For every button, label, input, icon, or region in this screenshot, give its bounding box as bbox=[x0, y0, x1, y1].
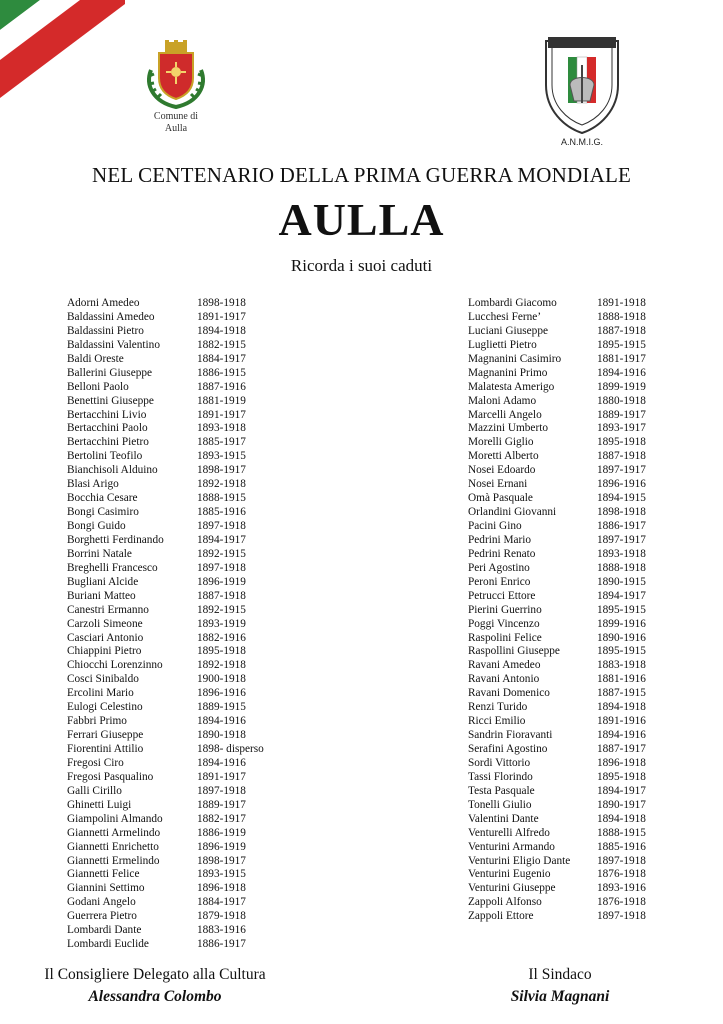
fallen-years: 1885-1916 bbox=[197, 506, 246, 519]
list-item bbox=[468, 422, 646, 436]
fallen-years: 1895-1918 bbox=[597, 770, 646, 783]
fallen-name: Renzi Turido bbox=[468, 701, 528, 714]
fallen-years: 1894-1917 bbox=[597, 589, 646, 602]
fallen-name: Venturelli Alfredo bbox=[468, 826, 550, 839]
list-item bbox=[468, 771, 646, 785]
fallen-name: Testa Pasquale bbox=[468, 784, 535, 797]
list-item bbox=[67, 771, 264, 785]
fallen-years: 1898-1918 bbox=[597, 506, 646, 519]
fallen-name: Nosei Ernani bbox=[468, 478, 528, 491]
fallen-years: 1890-1916 bbox=[597, 631, 646, 644]
fallen-name: Omà Pasquale bbox=[468, 492, 533, 505]
fallen-years: 1896-1916 bbox=[197, 687, 246, 700]
fallen-years: 1888-1915 bbox=[597, 826, 646, 839]
list-item bbox=[67, 409, 264, 423]
fallen-years: 1896-1919 bbox=[197, 575, 246, 588]
fallen-years: 1882-1915 bbox=[197, 338, 246, 351]
fallen-years: 1895-1915 bbox=[597, 338, 646, 351]
fallen-years: 1881-1917 bbox=[597, 352, 646, 365]
list-item bbox=[67, 492, 264, 506]
list-item bbox=[468, 604, 646, 618]
fallen-name: Casciari Antonio bbox=[67, 631, 144, 644]
fallen-name: Morelli Giglio bbox=[468, 436, 534, 449]
fallen-name: Venturini Armando bbox=[468, 840, 555, 853]
fallen-years: 1885-1917 bbox=[197, 436, 246, 449]
list-item bbox=[67, 855, 264, 869]
list-item bbox=[67, 353, 264, 367]
fallen-name: Ravani Domenico bbox=[468, 687, 550, 700]
fallen-years: 1894-1918 bbox=[597, 701, 646, 714]
fallen-years: 1893-1915 bbox=[197, 868, 246, 881]
fallen-name: Poggi Vincenzo bbox=[468, 617, 540, 630]
fallen-name: Fabbri Primo bbox=[67, 715, 127, 728]
list-item bbox=[67, 841, 264, 855]
italian-flag-corner bbox=[0, 0, 125, 100]
fallen-years: 1887-1917 bbox=[597, 743, 646, 755]
fallen-name: Orlandini Giovanni bbox=[468, 506, 557, 519]
fallen-name: Moretti Alberto bbox=[468, 450, 539, 463]
list-item bbox=[468, 339, 646, 353]
fallen-years: 1895-1918 bbox=[197, 645, 246, 658]
list-item bbox=[468, 743, 646, 757]
fallen-name: Sordi Vittorio bbox=[468, 756, 531, 769]
fallen-years: 1879-1918 bbox=[197, 910, 246, 923]
fallen-years: 1894-1916 bbox=[197, 715, 246, 728]
list-item bbox=[468, 395, 646, 409]
fallen-name: Pedrini Mario bbox=[468, 533, 532, 546]
fallen-years: 1897-1918 bbox=[197, 561, 246, 574]
fallen-years: 1888-1918 bbox=[597, 310, 646, 323]
fallen-name: Cosci Sinibaldo bbox=[67, 673, 139, 686]
list-item bbox=[67, 743, 264, 757]
list-item bbox=[67, 715, 264, 729]
fallen-name: Petrucci Ettore bbox=[468, 589, 536, 602]
fallen-name: Maloni Adamo bbox=[468, 394, 537, 407]
list-item bbox=[468, 855, 646, 869]
fallen-name: Giampolini Almando bbox=[67, 812, 163, 825]
fallen-name: Pacini Gino bbox=[468, 520, 522, 532]
signature-left-role: Il Consigliere Delegato alla Cultura bbox=[44, 966, 266, 983]
list-item bbox=[67, 673, 264, 687]
fallen-name: Eulogi Celestino bbox=[67, 701, 143, 714]
fallen-name: Bianchisoli Alduino bbox=[67, 464, 158, 477]
fallen-name: Zappoli Ettore bbox=[468, 910, 534, 923]
fallen-name: Bugliani Alcide bbox=[67, 575, 139, 588]
fallen-years: 1893-1919 bbox=[197, 617, 246, 630]
fallen-name: Borghetti Ferdinando bbox=[67, 533, 164, 546]
fallen-years: 1888-1915 bbox=[197, 492, 246, 505]
list-item bbox=[67, 799, 264, 813]
fallen-years: 1882-1916 bbox=[197, 631, 246, 644]
fallen-years: 1891-1917 bbox=[197, 770, 246, 783]
list-item bbox=[67, 506, 264, 520]
fallen-name: Ravani Antonio bbox=[468, 673, 540, 686]
list-item bbox=[67, 604, 264, 618]
list-item bbox=[468, 687, 646, 701]
comune-label bbox=[140, 111, 212, 135]
list-item bbox=[468, 868, 646, 882]
fallen-name: Bongi Casimiro bbox=[67, 506, 139, 519]
list-item bbox=[468, 478, 646, 492]
fallen-years: 1897-1917 bbox=[597, 533, 646, 546]
fallen-years: 1886-1917 bbox=[197, 938, 246, 951]
list-item bbox=[468, 785, 646, 799]
list-item bbox=[468, 645, 646, 659]
list-item bbox=[468, 506, 646, 520]
list-item bbox=[468, 701, 646, 715]
fallen-name: Bertacchini Paolo bbox=[67, 422, 148, 435]
fallen-name: Bongi Guido bbox=[67, 520, 126, 532]
list-item bbox=[468, 325, 646, 339]
fallen-years: 1893-1915 bbox=[197, 450, 246, 463]
fallen-name: Venturini Eligio Dante bbox=[468, 854, 571, 867]
fallen-name: Nosei Edoardo bbox=[468, 464, 536, 477]
fallen-years: 1880-1918 bbox=[597, 394, 646, 407]
list-item bbox=[468, 673, 646, 687]
list-item bbox=[67, 910, 264, 924]
fallen-name: Giannetti Ermelindo bbox=[67, 854, 160, 867]
fallen-name: Baldassini Valentino bbox=[67, 338, 160, 351]
fallen-name: Benettini Giuseppe bbox=[67, 394, 154, 407]
list-item bbox=[67, 785, 264, 799]
fallen-years: 1886-1915 bbox=[197, 366, 246, 379]
fallen-years: 1891-1916 bbox=[597, 715, 646, 728]
fallen-name: Giannetti Enrichetto bbox=[67, 840, 159, 853]
fallen-name: Ballerini Giuseppe bbox=[67, 366, 153, 379]
fallen-name: Luciani Giuseppe bbox=[468, 324, 548, 337]
fallen-years: 1889-1915 bbox=[197, 701, 246, 714]
list-item bbox=[67, 938, 264, 952]
fallen-years: 1896-1916 bbox=[597, 478, 646, 491]
list-item bbox=[67, 464, 264, 478]
fallen-years: 1876-1918 bbox=[597, 896, 646, 909]
fallen-name: Baldi Oreste bbox=[67, 352, 124, 365]
list-item bbox=[67, 325, 264, 339]
list-item bbox=[67, 381, 264, 395]
fallen-years: 1895-1918 bbox=[597, 436, 646, 449]
fallen-name: Borrini Natale bbox=[67, 547, 132, 560]
list-item bbox=[67, 548, 264, 562]
list-item bbox=[67, 618, 264, 632]
fallen-years: 1883-1918 bbox=[597, 659, 646, 672]
comune-label-line1: Comune di bbox=[153, 111, 199, 122]
list-item bbox=[468, 632, 646, 646]
list-item bbox=[67, 450, 264, 464]
fallen-name: Fregosi Pasqualino bbox=[67, 770, 154, 783]
fallen-name: Peri Agostino bbox=[468, 561, 530, 574]
list-item bbox=[468, 841, 646, 855]
list-item bbox=[468, 409, 646, 423]
fallen-years: 1881-1916 bbox=[597, 673, 646, 686]
fallen-name: Ercolini Mario bbox=[67, 687, 134, 700]
fallen-name: Magnanini Casimiro bbox=[468, 352, 562, 365]
fallen-name: Sandrin Fioravanti bbox=[468, 729, 553, 742]
fallen-list-right bbox=[468, 297, 646, 924]
fallen-years: 1887-1918 bbox=[597, 450, 646, 463]
fallen-name: Ricci Emilio bbox=[468, 715, 526, 728]
fallen-name: Raspolini Felice bbox=[468, 631, 542, 644]
list-item bbox=[67, 311, 264, 325]
fallen-years: 1890-1918 bbox=[197, 729, 246, 742]
fallen-years: 1900-1918 bbox=[197, 673, 246, 686]
list-item bbox=[67, 520, 264, 534]
list-item bbox=[67, 576, 264, 590]
fallen-years: 1899-1919 bbox=[597, 380, 646, 393]
fallen-years: 1882-1917 bbox=[197, 812, 246, 825]
fallen-name: Carzoli Simeone bbox=[67, 617, 143, 630]
fallen-name: Ferrari Giuseppe bbox=[67, 729, 144, 742]
fallen-name: Bertacchini Livio bbox=[67, 408, 147, 421]
fallen-name: Bocchia Cesare bbox=[67, 492, 138, 505]
fallen-years: 1895-1915 bbox=[597, 603, 646, 616]
fallen-name: Guerrera Pietro bbox=[67, 910, 137, 923]
fallen-name: Buriani Matteo bbox=[67, 589, 136, 602]
signature-right bbox=[495, 964, 625, 1008]
fallen-name: Lombardi Euclide bbox=[67, 938, 149, 951]
fallen-name: Tonelli Giulio bbox=[468, 798, 532, 811]
list-item bbox=[468, 896, 646, 910]
fallen-years: 1893-1918 bbox=[597, 547, 646, 560]
fallen-name: Chiappini Pietro bbox=[67, 645, 142, 658]
list-item bbox=[468, 729, 646, 743]
fallen-years: 1898- disperso bbox=[197, 743, 264, 755]
list-item bbox=[67, 367, 264, 381]
fallen-name: Bertacchini Pietro bbox=[67, 436, 149, 449]
fallen-years: 1896-1918 bbox=[597, 756, 646, 769]
fallen-years: 1893-1917 bbox=[597, 422, 646, 435]
fallen-name: Ghinetti Luigi bbox=[67, 798, 132, 811]
fallen-name: Malatesta Amerigo bbox=[468, 380, 555, 393]
fallen-years: 1892-1918 bbox=[197, 478, 246, 491]
fallen-years: 1893-1918 bbox=[197, 422, 246, 435]
fallen-years: 1886-1917 bbox=[597, 520, 646, 532]
fallen-years: 1894-1917 bbox=[197, 533, 246, 546]
fallen-years: 1887-1916 bbox=[197, 380, 246, 393]
fallen-years: 1897-1918 bbox=[597, 854, 646, 867]
anmig-emblem-icon bbox=[540, 35, 624, 135]
list-item bbox=[67, 868, 264, 882]
fallen-name: Galli Cirillo bbox=[67, 784, 122, 797]
fallen-years: 1887-1918 bbox=[597, 324, 646, 337]
fallen-years: 1892-1915 bbox=[197, 603, 246, 616]
anmig-label: A.N.M.I.G. bbox=[560, 137, 603, 147]
list-item bbox=[468, 757, 646, 771]
fallen-name: Chiocchi Lorenzinno bbox=[67, 659, 163, 672]
fallen-years: 1892-1915 bbox=[197, 547, 246, 560]
list-item bbox=[67, 701, 264, 715]
fallen-name: Pierini Guerrino bbox=[468, 603, 542, 616]
fallen-years: 1894-1918 bbox=[597, 812, 646, 825]
fallen-name: Magnanini Primo bbox=[468, 366, 548, 379]
list-item bbox=[468, 520, 646, 534]
list-item bbox=[468, 353, 646, 367]
fallen-name: Lombardi Giacomo bbox=[468, 297, 557, 309]
fallen-years: 1898-1917 bbox=[197, 854, 246, 867]
fallen-name: Lombardi Dante bbox=[67, 924, 142, 937]
list-item bbox=[468, 548, 646, 562]
fallen-name: Tassi Florindo bbox=[468, 770, 533, 783]
fallen-years: 1876-1918 bbox=[597, 868, 646, 881]
fallen-years: 1897-1918 bbox=[197, 784, 246, 797]
fallen-years: 1897-1918 bbox=[597, 910, 646, 923]
list-item bbox=[468, 590, 646, 604]
list-item bbox=[67, 687, 264, 701]
fallen-list-left bbox=[67, 297, 264, 952]
fallen-name: Venturini Giuseppe bbox=[468, 882, 556, 895]
fallen-years: 1892-1918 bbox=[197, 659, 246, 672]
fallen-years: 1894-1917 bbox=[597, 784, 646, 797]
fallen-name: Blasi Arigo bbox=[67, 478, 119, 491]
fallen-years: 1894-1918 bbox=[197, 324, 246, 337]
list-item bbox=[67, 534, 264, 548]
fallen-name: Breghelli Francesco bbox=[67, 561, 158, 574]
list-item bbox=[67, 590, 264, 604]
list-item bbox=[67, 562, 264, 576]
fallen-years: 1891-1917 bbox=[197, 408, 246, 421]
fallen-years: 1899-1916 bbox=[597, 617, 646, 630]
fallen-years: 1894-1916 bbox=[597, 729, 646, 742]
fallen-name: Ravani Amedeo bbox=[468, 659, 541, 672]
list-item bbox=[468, 659, 646, 673]
fallen-name: Raspollini Giuseppe bbox=[468, 645, 560, 658]
fallen-years: 1887-1915 bbox=[597, 687, 646, 700]
list-item bbox=[468, 381, 646, 395]
signature-right-name: Silvia Magnani bbox=[510, 988, 610, 1005]
fallen-years: 1894-1916 bbox=[597, 366, 646, 379]
fallen-years: 1883-1916 bbox=[197, 924, 246, 937]
fallen-years: 1897-1917 bbox=[597, 464, 646, 477]
fallen-name: Venturini Eugenio bbox=[468, 868, 551, 881]
fallen-name: Pedrini Renato bbox=[468, 547, 536, 560]
list-item bbox=[67, 924, 264, 938]
fallen-years: 1893-1916 bbox=[597, 882, 646, 895]
page-title: AULLA bbox=[278, 194, 445, 245]
fallen-name: Luglietti Pietro bbox=[468, 338, 537, 351]
list-item bbox=[468, 910, 646, 924]
list-item bbox=[468, 367, 646, 381]
list-item bbox=[468, 618, 646, 632]
list-item bbox=[67, 882, 264, 896]
fallen-years: 1886-1919 bbox=[197, 826, 246, 839]
fallen-years: 1888-1918 bbox=[597, 561, 646, 574]
list-item bbox=[468, 813, 646, 827]
fallen-years: 1889-1917 bbox=[597, 408, 646, 421]
fallen-name: Adorni Amedeo bbox=[67, 297, 140, 309]
fallen-name: Valentini Dante bbox=[468, 812, 539, 825]
signature-right-role: Il Sindaco bbox=[528, 966, 592, 983]
fallen-name: Peroni Enrico bbox=[468, 575, 531, 588]
fallen-years: 1898-1918 bbox=[197, 297, 246, 309]
comune-crest-icon bbox=[143, 40, 209, 110]
list-item bbox=[468, 882, 646, 896]
page-subheading: NEL CENTENARIO DELLA PRIMA GUERRA MONDIALE bbox=[91, 163, 632, 187]
fallen-name: Marcelli Angelo bbox=[468, 408, 542, 421]
fallen-name: Lucchesi Ferne’ bbox=[468, 310, 542, 323]
fallen-years: 1881-1919 bbox=[197, 394, 246, 407]
fallen-years: 1894-1915 bbox=[597, 492, 646, 505]
list-item bbox=[67, 436, 264, 450]
list-item bbox=[468, 436, 646, 450]
list-item bbox=[67, 632, 264, 646]
list-item bbox=[468, 715, 646, 729]
fallen-years: 1889-1917 bbox=[197, 798, 246, 811]
list-item bbox=[67, 422, 264, 436]
fallen-name: Bertolini Teofilo bbox=[67, 450, 143, 463]
fallen-years: 1884-1917 bbox=[197, 896, 246, 909]
fallen-years: 1884-1917 bbox=[197, 352, 246, 365]
list-item bbox=[468, 464, 646, 478]
fallen-years: 1897-1918 bbox=[197, 520, 246, 532]
list-item bbox=[67, 813, 264, 827]
fallen-years: 1887-1918 bbox=[197, 589, 246, 602]
list-item bbox=[468, 311, 646, 325]
page-tagline: Ricorda i suoi caduti bbox=[290, 256, 433, 275]
fallen-name: Giannini Settimo bbox=[67, 882, 145, 895]
signature-left bbox=[35, 964, 275, 1008]
list-item bbox=[67, 339, 264, 353]
fallen-name: Fiorentini Attilio bbox=[67, 743, 144, 755]
fallen-name: Zappoli Alfonso bbox=[468, 896, 542, 909]
list-item bbox=[67, 297, 264, 311]
list-item bbox=[67, 395, 264, 409]
list-item bbox=[468, 450, 646, 464]
fallen-name: Baldassini Pietro bbox=[67, 324, 144, 337]
list-item bbox=[67, 757, 264, 771]
fallen-years: 1895-1915 bbox=[597, 645, 646, 658]
list-item bbox=[468, 492, 646, 506]
list-item bbox=[67, 659, 264, 673]
list-item bbox=[468, 562, 646, 576]
signature-left-name: Alessandra Colombo bbox=[88, 988, 222, 1005]
fallen-years: 1891-1918 bbox=[597, 297, 646, 309]
list-item bbox=[67, 645, 264, 659]
fallen-name: Giannetti Felice bbox=[67, 868, 140, 881]
list-item bbox=[468, 576, 646, 590]
fallen-years: 1896-1919 bbox=[197, 840, 246, 853]
fallen-years: 1890-1917 bbox=[597, 798, 646, 811]
comune-label-line2: Aulla bbox=[164, 123, 188, 134]
fallen-name: Serafini Agostino bbox=[468, 743, 548, 755]
fallen-years: 1890-1915 bbox=[597, 575, 646, 588]
fallen-name: Mazzini Umberto bbox=[468, 422, 548, 435]
fallen-years: 1885-1916 bbox=[597, 840, 646, 853]
fallen-name: Giannetti Armelindo bbox=[67, 826, 161, 839]
fallen-name: Belloni Paolo bbox=[67, 380, 129, 393]
list-item bbox=[67, 896, 264, 910]
fallen-years: 1894-1916 bbox=[197, 756, 246, 769]
list-item bbox=[67, 729, 264, 743]
list-item bbox=[67, 478, 264, 492]
fallen-name: Fregosi Ciro bbox=[67, 756, 124, 769]
list-item bbox=[468, 827, 646, 841]
fallen-name: Canestri Ermanno bbox=[67, 603, 149, 616]
fallen-years: 1896-1918 bbox=[197, 882, 246, 895]
list-item bbox=[67, 827, 264, 841]
list-item bbox=[468, 534, 646, 548]
fallen-name: Godani Angelo bbox=[67, 896, 136, 909]
fallen-years: 1891-1917 bbox=[197, 310, 246, 323]
list-item bbox=[468, 297, 646, 311]
list-item bbox=[468, 799, 646, 813]
fallen-name: Baldassini Amedeo bbox=[67, 310, 155, 323]
fallen-years: 1898-1917 bbox=[197, 464, 246, 477]
